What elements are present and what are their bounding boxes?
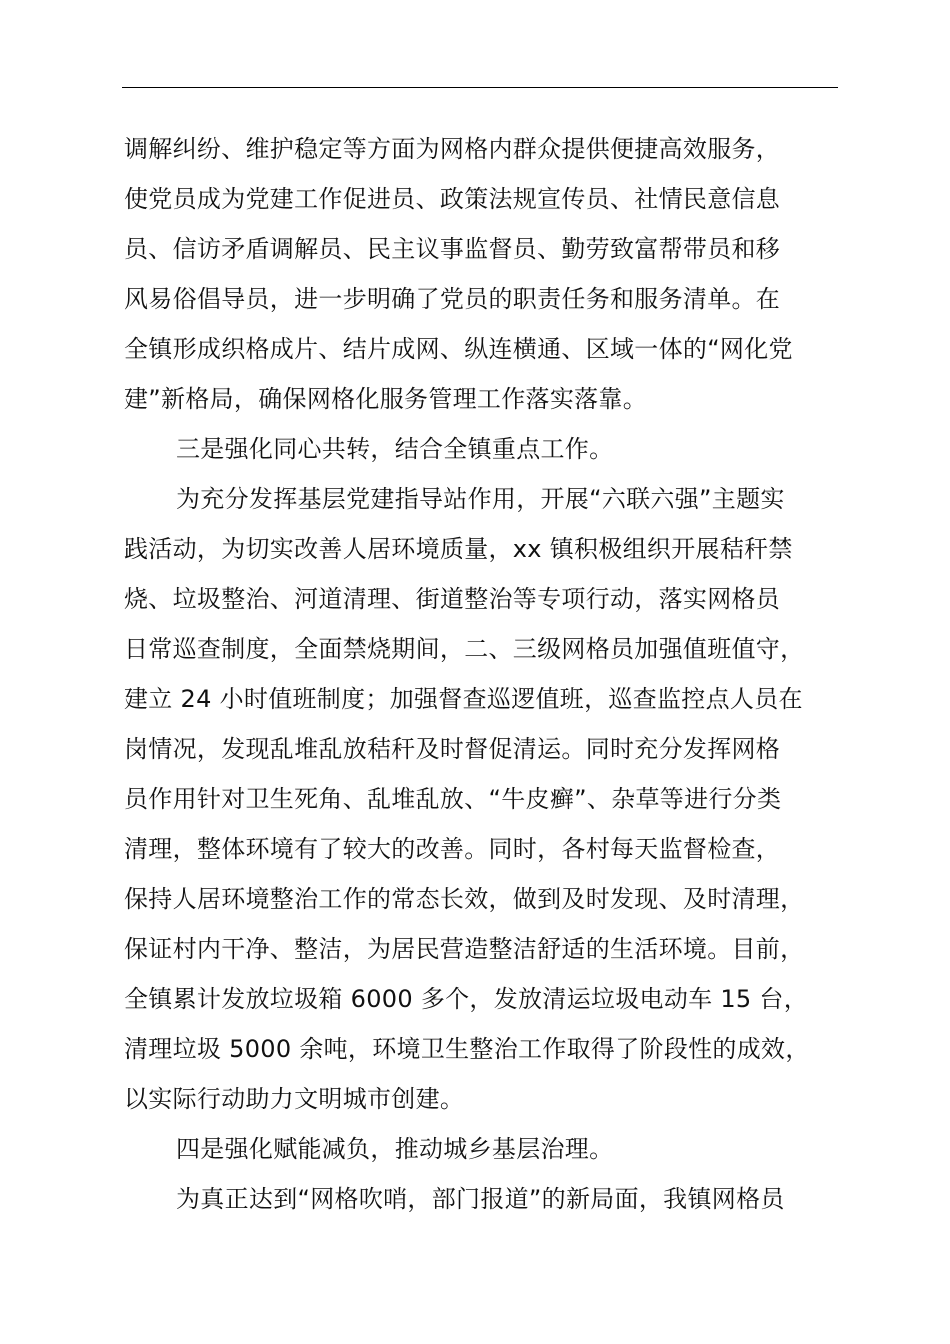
text-line: 清理，整体环境有了较大的改善。同时，各村每天监督检查， — [124, 835, 781, 863]
document-body — [124, 124, 840, 1224]
text-line: 为真正达到“网格吹哨，部门报道”的新局面，我镇网格员 — [176, 1185, 785, 1213]
header-rule — [122, 87, 838, 88]
text-line: 为充分发挥基层党建指导站作用，开展“六联六强”主题实 — [176, 485, 785, 513]
text-line: 建”新格局，确保网格化服务管理工作落实落靠。 — [124, 385, 648, 413]
text-line: 保持人居环境整治工作的常态长效，做到及时发现、及时清理， — [124, 885, 805, 913]
text-line: 清理垃圾 5000 余吨，环境卫生整治工作取得了阶段性的成效， — [124, 1035, 810, 1063]
text-line: 员、信访矛盾调解员、民主议事监督员、勤劳致富帮带员和移 — [124, 235, 781, 263]
text-line: 调解纠纷、维护稳定等方面为网格内群众提供便捷高效服务， — [124, 135, 781, 163]
text-line: 保证村内干净、整洁，为居民营造整洁舒适的生活环境。目前， — [124, 935, 805, 963]
text-line: 以实际行动助力文明城市创建。 — [124, 1085, 465, 1113]
text-line: 全镇累计发放垃圾箱 6000 多个，发放清运垃圾电动车 15 台， — [124, 985, 809, 1013]
text-line: 三是强化同心共转，结合全镇重点工作。 — [176, 435, 614, 463]
text-line: 使党员成为党建工作促进员、政策法规宣传员、社情民意信息 — [124, 185, 781, 213]
text-line: 践活动，为切实改善人居环境质量，xx 镇积极组织开展秸秆禁 — [124, 535, 793, 563]
text-line: 岗情况，发现乱堆乱放秸秆及时督促清运。同时充分发挥网格 — [124, 735, 781, 763]
text-line: 建立 24 小时值班制度；加强督查巡逻值班，巡查监控点人员在 — [124, 685, 803, 713]
text-line: 日常巡查制度，全面禁烧期间，二、三级网格员加强值班值守， — [124, 635, 805, 663]
text-line: 员作用针对卫生死角、乱堆乱放、“牛皮癣”、杂草等进行分类 — [124, 785, 782, 813]
text-line: 风易俗倡导员，进一步明确了党员的职责任务和服务清单。在 — [124, 285, 781, 313]
text-line: 四是强化赋能减负，推动城乡基层治理。 — [176, 1135, 614, 1163]
text-line: 全镇形成织格成片、结片成网、纵连横通、区域一体的“网化党 — [124, 335, 793, 363]
text-line: 烧、垃圾整治、河道清理、街道整治等专项行动，落实网格员 — [124, 585, 781, 613]
